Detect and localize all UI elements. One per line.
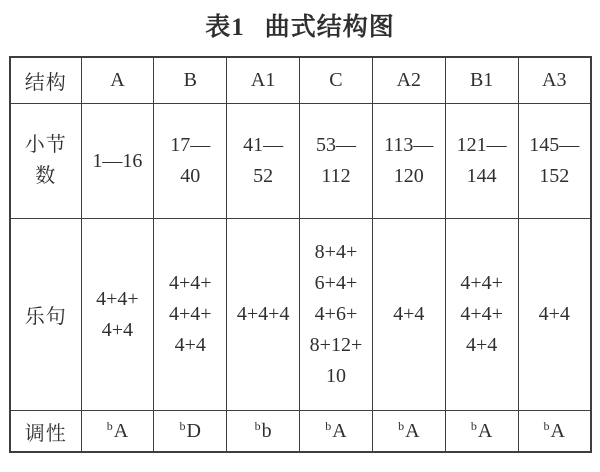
- flat-sign: b: [398, 418, 405, 433]
- cell-measures-a2: 113— 120: [372, 104, 445, 219]
- cell-measures-a3: 145— 152: [518, 104, 591, 219]
- row-tonality: [10, 411, 591, 453]
- cell-measures-b: 17— 40: [154, 104, 227, 219]
- row-measures: [10, 104, 591, 219]
- cell-measures-a1: 41— 52: [227, 104, 300, 219]
- cell-structure-a2: A2: [372, 57, 445, 104]
- cell-structure-c: C: [300, 57, 373, 104]
- cell-measures-c: 53— 112: [300, 104, 373, 219]
- cell-structure-a: A: [81, 57, 154, 104]
- document-page: [0, 7, 600, 472]
- tonality-note: A: [332, 419, 347, 442]
- header-label-cell: 结构: [10, 57, 81, 104]
- flat-sign: b: [543, 418, 550, 433]
- cell-phrases-a: 4+4+ 4+4: [81, 219, 154, 411]
- cell-tonality-b1: [445, 411, 518, 453]
- cell-tonality-c: [300, 411, 373, 453]
- tonality-label-cell: 调性: [10, 411, 81, 453]
- tonality-note: A: [405, 419, 420, 442]
- flat-sign: b: [106, 418, 113, 433]
- cell-tonality-a2: [372, 411, 445, 453]
- cell-structure-b1: B1: [445, 57, 518, 104]
- flat-sign: b: [254, 418, 261, 433]
- tonality-note: A: [477, 419, 493, 442]
- cell-tonality-a1: [227, 411, 300, 453]
- table-title: [0, 7, 600, 43]
- measures-label-cell: 小节 数: [10, 104, 81, 219]
- flat-sign: b: [325, 418, 332, 433]
- flat-sign: b: [470, 418, 477, 433]
- tonality-note: A: [113, 419, 129, 442]
- table-title-number: 表1: [205, 14, 245, 41]
- phrases-label-cell: 乐句: [10, 219, 81, 411]
- tonality-note: A: [550, 419, 565, 442]
- cell-phrases-b: 4+4+ 4+4+ 4+4: [154, 219, 227, 411]
- cell-phrases-a3: 4+4: [518, 219, 591, 411]
- cell-structure-b: B: [154, 57, 227, 104]
- cell-phrases-a1: 4+4+4: [227, 219, 300, 411]
- musical-form-table: [9, 56, 592, 453]
- cell-phrases-c: 8+4+ 6+4+ 4+6+ 8+12+ 10: [300, 219, 373, 411]
- row-phrases: [10, 219, 591, 411]
- table-title-text: 曲式结构图: [264, 14, 395, 41]
- cell-tonality-a3: [518, 411, 591, 453]
- cell-measures-a: 1—16: [81, 104, 154, 219]
- cell-structure-a1: A1: [227, 57, 300, 104]
- cell-tonality-a: [81, 411, 154, 453]
- tonality-note: b: [261, 419, 272, 442]
- flat-sign: b: [179, 418, 186, 433]
- cell-structure-a3: A3: [518, 57, 591, 104]
- row-structure: [10, 57, 591, 104]
- cell-phrases-a2: 4+4: [372, 219, 445, 411]
- cell-tonality-b: [154, 411, 227, 453]
- cell-measures-b1: 121— 144: [445, 104, 518, 219]
- tonality-note: D: [186, 419, 201, 442]
- cell-phrases-b1: 4+4+ 4+4+ 4+4: [445, 219, 518, 411]
